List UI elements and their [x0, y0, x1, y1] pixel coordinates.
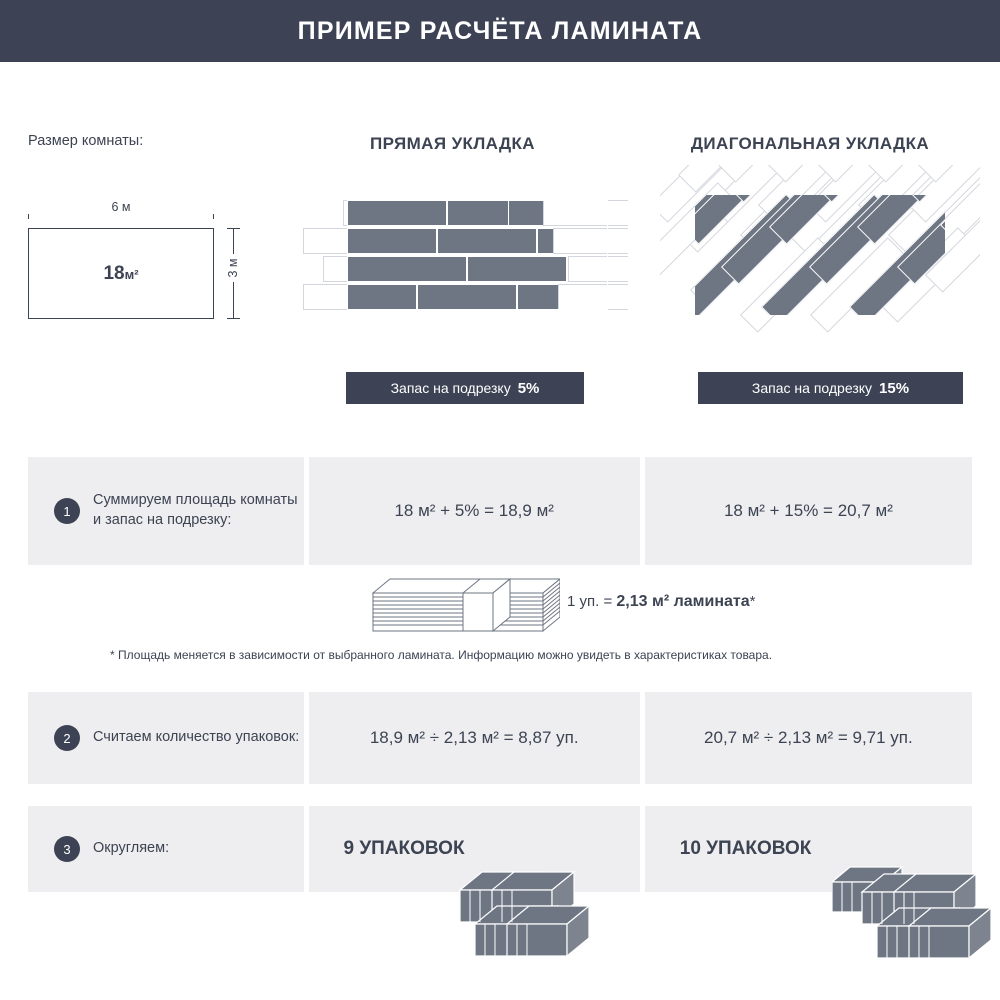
step-2-straight-cell — [309, 692, 640, 784]
step-3-text: Округляем: — [93, 840, 170, 857]
room-area-value: 18м² — [103, 262, 139, 284]
step-2-description-cell — [28, 692, 304, 784]
straight-reserve-badge — [346, 372, 584, 404]
diagonal-layout-diagram — [660, 165, 980, 340]
step-1-number: 1 — [54, 498, 80, 524]
step-1-straight-cell — [309, 457, 640, 565]
pack-info-row — [345, 575, 805, 637]
straight-reserve-value: 5% — [517, 379, 540, 397]
page-title: ПРИМЕР РАСЧЁТА ЛАМИНАТА — [297, 16, 703, 45]
straight-layout-title: ПРЯМАЯ УКЛАДКА — [370, 134, 535, 153]
step-1-straight-formula: 18 м² + 5% = 18,9 м² — [394, 501, 554, 520]
diagonal-packs-stack-icon — [832, 862, 992, 967]
footnote-text: * Площадь меняется в зависимости от выбранного ламината. Информацию можно увидеть в характеристиках товара. — [110, 648, 773, 662]
diagonal-reserve-value: 15% — [879, 379, 910, 397]
room-height-label: 3 м — [226, 254, 240, 281]
step-2-text: Считаем количество упаковок: — [93, 729, 300, 746]
step-row-1 — [28, 457, 972, 565]
step-2-straight-formula: 18,9 м² ÷ 2,13 м² = 8,87 уп. — [369, 728, 579, 747]
step-3-diagonal-result: 10 УПАКОВОК — [679, 838, 812, 859]
step-2-number: 2 — [54, 725, 80, 751]
straight-packs-stack-icon — [450, 862, 610, 967]
step-1-diagonal-formula: 18 м² + 15% = 20,7 м² — [723, 501, 893, 520]
step-3-number: 3 — [54, 836, 80, 862]
room-width-label: 6 м — [105, 200, 136, 214]
straight-layout-diagram — [303, 195, 628, 330]
header-bar — [0, 0, 1000, 62]
step-1-description-cell — [28, 457, 304, 565]
room-width-dimension — [28, 200, 214, 220]
diagonal-layout-title: ДИАГОНАЛЬНАЯ УКЛАДКА — [690, 134, 930, 153]
pack-area-text: 1 уп. = 2,13 м² ламината* — [567, 593, 756, 610]
straight-reserve-label: Запас на подрезку — [390, 380, 511, 396]
diagonal-reserve-badge — [698, 372, 963, 404]
laminate-pack-icon — [345, 575, 560, 637]
room-height-dimension — [222, 228, 244, 319]
step-1-diagonal-cell — [645, 457, 972, 565]
room-rectangle — [28, 228, 214, 319]
step-2-diagonal-cell — [645, 692, 972, 784]
diagonal-reserve-label: Запас на подрезку — [751, 380, 873, 396]
diagonal-room-fill — [695, 195, 945, 315]
step-3-description-cell — [28, 806, 304, 892]
step-1-text: Суммируем площадь комнаты и запас на подрезку: — [93, 492, 298, 528]
step-row-2 — [28, 692, 972, 784]
room-size-label: Размер комнаты: — [28, 133, 144, 149]
step-2-diagonal-formula: 20,7 м² ÷ 2,13 м² = 9,71 уп. — [704, 728, 913, 747]
step-3-straight-result: 9 УПАКОВОК — [343, 838, 465, 859]
